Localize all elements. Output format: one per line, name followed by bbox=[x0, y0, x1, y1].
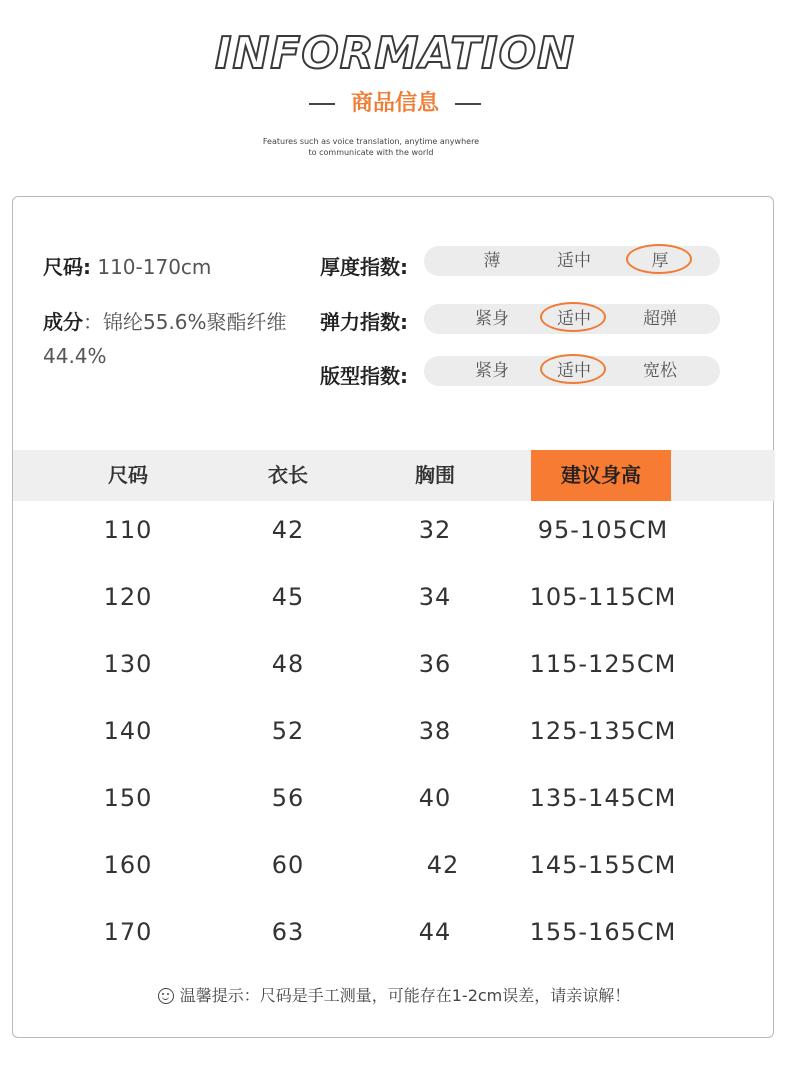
composition-key: 成分 bbox=[43, 310, 83, 334]
table-row bbox=[13, 832, 775, 899]
cell-chest: 44 bbox=[418, 918, 452, 946]
size-table-header bbox=[13, 450, 775, 501]
cell-length: 56 bbox=[271, 784, 305, 812]
header-title: INFORMATION bbox=[215, 28, 575, 79]
cell-length: 42 bbox=[271, 516, 305, 544]
elasticity-option-3: 超弹 bbox=[643, 309, 677, 329]
cell-chest: 40 bbox=[418, 784, 452, 812]
cell-chest: 38 bbox=[418, 717, 452, 745]
header-size: 尺码 bbox=[108, 463, 148, 487]
composition-colon: ： bbox=[83, 310, 103, 334]
cell-height: 125-135CM bbox=[529, 717, 677, 745]
header-note: Features such as voice translation, anytime anywhere to communicate with the world bbox=[262, 137, 480, 157]
cell-height: 135-145CM bbox=[529, 784, 677, 812]
smile-icon bbox=[158, 988, 174, 1004]
thickness-option-3-selected: 厚 bbox=[620, 246, 700, 276]
elasticity-option-2-selected: 适中 bbox=[534, 304, 614, 334]
fit-option-1: 紧身 bbox=[475, 361, 509, 381]
cell-height: 95-105CM bbox=[537, 516, 669, 544]
measurement-tip-text: 温馨提示：尺码是手工测量，可能存在1-2cm误差，请亲谅解！ bbox=[179, 986, 631, 1005]
cell-size: 110 bbox=[103, 516, 153, 544]
fit-option-3: 宽松 bbox=[643, 361, 677, 381]
subtitle-right-line bbox=[455, 103, 481, 105]
cell-height: 105-115CM bbox=[529, 583, 677, 611]
elasticity-option-1: 紧身 bbox=[475, 309, 509, 329]
size-attribute bbox=[43, 251, 211, 280]
cell-size: 170 bbox=[103, 918, 153, 946]
table-row bbox=[13, 698, 775, 765]
cell-chest: 34 bbox=[418, 583, 452, 611]
header-recommended-height: 建议身高 bbox=[531, 450, 671, 501]
product-info-card bbox=[12, 196, 774, 1038]
cell-size: 140 bbox=[103, 717, 153, 745]
cell-height: 155-165CM bbox=[529, 918, 677, 946]
cell-chest: 32 bbox=[418, 516, 452, 544]
cell-chest: 36 bbox=[418, 650, 452, 678]
thickness-index-label: 厚度指数: bbox=[320, 255, 408, 279]
table-row bbox=[13, 564, 775, 631]
cell-length: 48 bbox=[271, 650, 305, 678]
table-row bbox=[13, 497, 775, 564]
thickness-option-1: 薄 bbox=[483, 251, 501, 271]
cell-length: 45 bbox=[271, 583, 305, 611]
size-value: 110-170cm bbox=[97, 255, 212, 279]
size-key: 尺码 bbox=[43, 255, 83, 279]
size-colon: : bbox=[83, 255, 91, 279]
fit-index-label: 版型指数: bbox=[320, 364, 408, 388]
cell-size: 160 bbox=[103, 851, 153, 879]
cell-chest: 42 bbox=[426, 851, 460, 879]
header-subtitle-block bbox=[0, 86, 790, 117]
elasticity-index-scale bbox=[424, 304, 720, 334]
cell-size: 150 bbox=[103, 784, 153, 812]
composition-attribute bbox=[43, 305, 333, 373]
cell-size: 130 bbox=[103, 650, 153, 678]
table-row bbox=[13, 631, 775, 698]
header-length: 衣长 bbox=[268, 463, 308, 487]
composition-value: 锦纶55.6%聚酯纤维44.4% bbox=[43, 310, 287, 368]
cell-size: 120 bbox=[103, 583, 153, 611]
table-row bbox=[13, 899, 775, 966]
cell-length: 63 bbox=[271, 918, 305, 946]
header-subtitle: 商品信息 bbox=[350, 91, 439, 116]
measurement-tip bbox=[13, 983, 775, 1006]
fit-index-scale bbox=[424, 356, 720, 386]
fit-option-2-selected: 适中 bbox=[534, 356, 614, 386]
cell-height: 145-155CM bbox=[529, 851, 677, 879]
header-chest: 胸围 bbox=[415, 463, 455, 487]
thickness-option-2: 适中 bbox=[557, 251, 591, 271]
subtitle-left-line bbox=[309, 103, 335, 105]
thickness-index-scale bbox=[424, 246, 720, 276]
elasticity-index-label: 弹力指数: bbox=[320, 310, 408, 334]
cell-length: 52 bbox=[271, 717, 305, 745]
table-row bbox=[13, 765, 775, 832]
cell-height: 115-125CM bbox=[529, 650, 677, 678]
cell-length: 60 bbox=[271, 851, 305, 879]
